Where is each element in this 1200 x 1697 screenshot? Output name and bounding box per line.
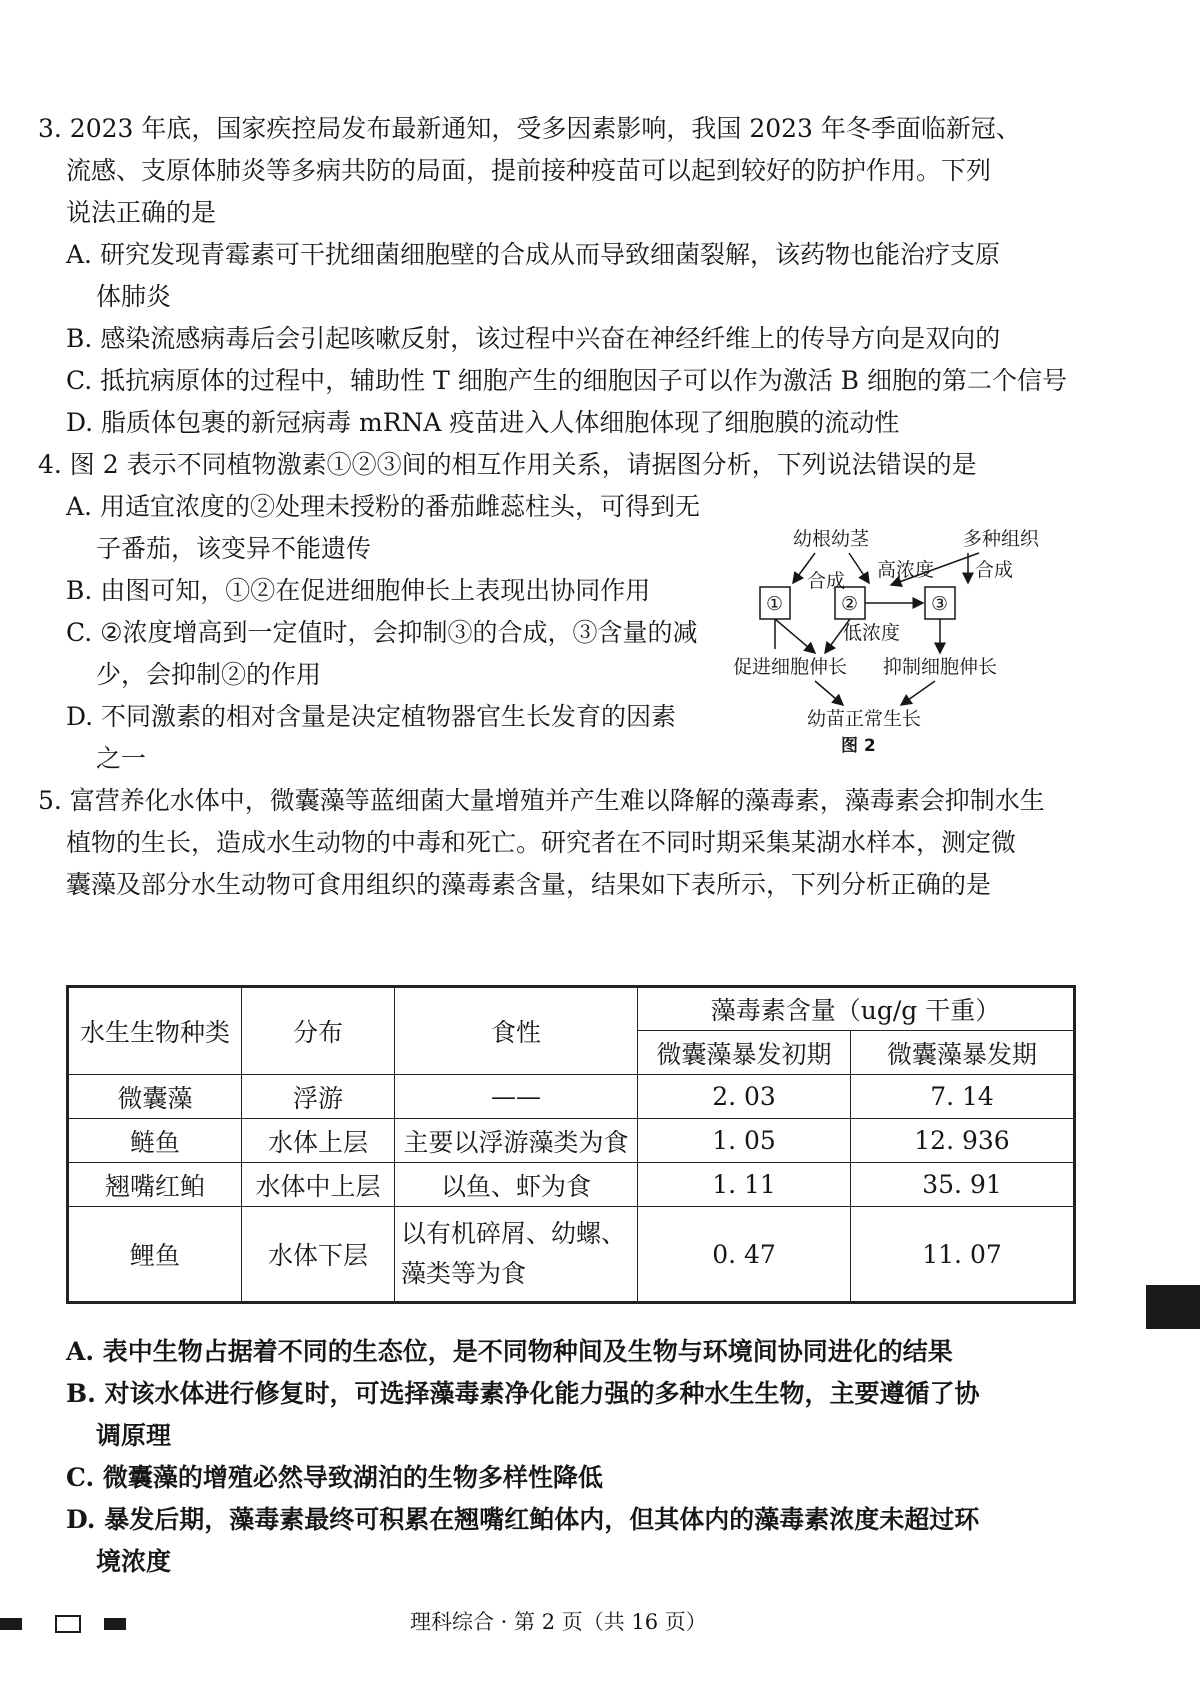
q5-option-a: A. 表中生物占据着不同的生态位，是不同物种间及生物与环境间协同进化的结果 bbox=[66, 1337, 953, 1366]
page-footer: 理科综合 · 第 2 页（共 16 页） bbox=[410, 1610, 707, 1634]
q5-option-d: D. 暴发后期，藻毒素最终可积累在翘嘴红鲌体内，但其体内的藻毒素浓度未超过环 bbox=[66, 1505, 980, 1534]
cell-distribution: 水体上层 bbox=[242, 1119, 395, 1163]
cell-early: 2. 03 bbox=[638, 1075, 851, 1119]
arrow-promote-to-growth bbox=[815, 681, 843, 705]
cell-early: 0. 47 bbox=[638, 1207, 851, 1303]
source-roots-stems-label: 幼根幼茎 bbox=[793, 528, 870, 550]
arrow-h1-to-promote bbox=[775, 619, 815, 653]
cell-bloom: 12. 936 bbox=[851, 1119, 1075, 1163]
q3-option-a-cont: 体肺炎 bbox=[96, 282, 172, 311]
q3-stem-line2: 流感、支原体肺炎等多病共防的局面，提前接种疫苗可以起到较好的防护作用。下列 bbox=[66, 156, 992, 185]
promote-elongation-label: 促进细胞伸长 bbox=[733, 656, 848, 678]
cell-diet bbox=[395, 1207, 638, 1303]
q3-stem-line3: 说法正确的是 bbox=[66, 198, 217, 227]
toxin-content-table bbox=[66, 985, 1076, 1304]
cell-distribution: 水体中上层 bbox=[242, 1163, 395, 1207]
q5-stem-line2: 植物的生长，造成水生动物的中毒和死亡。研究者在不同时期采集某湖水样本，测定微 bbox=[66, 828, 1017, 857]
synthesis-label-2: 合成 bbox=[975, 559, 1014, 581]
q5-option-b-cont: 调原理 bbox=[96, 1421, 172, 1450]
low-concentration-label: 低浓度 bbox=[843, 622, 901, 644]
arrow-inhibit-to-growth bbox=[901, 681, 935, 705]
normal-growth-label: 幼苗正常生长 bbox=[807, 708, 922, 730]
q5-option-b: B. 对该水体进行修复时，可选择藻毒素净化能力强的多种水生生物，主要遵循了协 bbox=[66, 1379, 980, 1408]
arrow-to-h2 bbox=[849, 553, 869, 583]
hormone-2-label: ② bbox=[841, 593, 859, 615]
cell-early: 1. 11 bbox=[638, 1163, 851, 1207]
cell-early: 1. 05 bbox=[638, 1119, 851, 1163]
q4-option-d-cont: 之一 bbox=[96, 744, 147, 773]
cell-bloom: 11. 07 bbox=[851, 1207, 1075, 1303]
cell-diet: —— bbox=[395, 1075, 638, 1119]
cell-distribution: 浮游 bbox=[242, 1075, 395, 1119]
header-early-bloom: 微囊藻暴发初期 bbox=[638, 1031, 851, 1075]
source-tissues-label: 多种组织 bbox=[963, 528, 1040, 550]
q3-option-c: C. 抵抗病原体的过程中，辅助性 T 细胞产生的细胞因子可以作为激活 B 细胞的第二个信号 bbox=[66, 366, 1067, 395]
q4-option-c: C. ②浓度增高到一定值时，会抑制③的合成，③含量的减 bbox=[66, 618, 698, 647]
header-bloom: 微囊藻暴发期 bbox=[851, 1031, 1075, 1075]
cell-diet: 主要以浮游藻类为食 bbox=[395, 1119, 638, 1163]
q5-option-c: C. 微囊藻的增殖必然导致湖泊的生物多样性降低 bbox=[66, 1463, 603, 1492]
table-row bbox=[68, 1207, 1075, 1303]
q5-stem-line3: 囊藻及部分水生动物可食用组织的藻毒素含量，结果如下表所示，下列分析正确的是 bbox=[66, 870, 992, 899]
hormone-3-label: ③ bbox=[931, 593, 949, 615]
table-row bbox=[68, 1163, 1075, 1207]
figure-caption: 图 2 bbox=[841, 736, 876, 756]
high-concentration-label: 高浓度 bbox=[877, 559, 935, 581]
table-row bbox=[68, 1119, 1075, 1163]
q3-option-b: B. 感染流感病毒后会引起咳嗽反射，该过程中兴奋在神经纤维上的传导方向是双向的 bbox=[66, 324, 1001, 353]
q4-option-a: A. 用适宜浓度的②处理未授粉的番茄雌蕊柱头，可得到无 bbox=[66, 492, 700, 521]
synthesis-label-1: 合成 bbox=[807, 570, 846, 592]
q3-option-a: A. 研究发现青霉素可干扰细菌细胞壁的合成从而导致细菌裂解，该药物也能治疗支原 bbox=[66, 240, 1000, 269]
side-margin-mark bbox=[1146, 1285, 1200, 1329]
footer-mark-right bbox=[104, 1618, 126, 1630]
q3-option-d: D. 脂质体包裹的新冠病毒 mRNA 疫苗进入人体细胞体现了细胞膜的流动性 bbox=[66, 408, 900, 437]
cell-diet: 以鱼、虾为食 bbox=[395, 1163, 638, 1207]
q4-option-c-cont: 少，会抑制②的作用 bbox=[96, 660, 322, 689]
footer-mark-left bbox=[0, 1618, 22, 1630]
cell-bloom: 35. 91 bbox=[851, 1163, 1075, 1207]
header-distribution: 分布 bbox=[242, 987, 395, 1075]
cell-species: 翘嘴红鲌 bbox=[68, 1163, 242, 1207]
inhibit-elongation-label: 抑制细胞伸长 bbox=[883, 656, 998, 678]
q3-stem-line1: 3. 2023 年底，国家疾控局发布最新通知，受多因素影响，我国 2023 年冬季面临新冠、 bbox=[38, 114, 1021, 143]
q4-stem: 4. 图 2 表示不同植物激素①②③间的相互作用关系，请据图分析，下列说法错误的是 bbox=[38, 450, 977, 479]
table-row bbox=[68, 1075, 1075, 1119]
q4-option-a-cont: 子番茄，该变异不能遗传 bbox=[96, 534, 372, 563]
cell-species: 鲢鱼 bbox=[68, 1119, 242, 1163]
cell-diet-line2: 藻类等为食 bbox=[401, 1259, 527, 1288]
header-diet: 食性 bbox=[395, 987, 638, 1075]
q5-option-d-cont: 境浓度 bbox=[96, 1547, 172, 1576]
cell-distribution: 水体下层 bbox=[242, 1207, 395, 1303]
footer-mark-box bbox=[55, 1615, 81, 1633]
q4-option-b: B. 由图可知，①②在促进细胞伸长上表现出协同作用 bbox=[66, 576, 651, 605]
cell-bloom: 7. 14 bbox=[851, 1075, 1075, 1119]
q5-stem-line1: 5. 富营养化水体中，微囊藻等蓝细菌大量增殖并产生难以降解的藻毒素，藻毒素会抑制水生 bbox=[38, 786, 1045, 815]
header-species: 水生生物种类 bbox=[68, 987, 242, 1075]
cell-species: 鲤鱼 bbox=[68, 1207, 242, 1303]
hormone-interaction-diagram bbox=[733, 525, 1105, 795]
table-header-row bbox=[68, 987, 1075, 1031]
cell-diet-line1: 以有机碎屑、幼螺、 bbox=[401, 1219, 627, 1248]
header-toxin-content: 藻毒素含量（ug/g 干重） bbox=[638, 987, 1075, 1031]
q4-option-d: D. 不同激素的相对含量是决定植物器官生长发育的因素 bbox=[66, 702, 677, 731]
hormone-1-label: ① bbox=[766, 593, 784, 615]
cell-species: 微囊藻 bbox=[68, 1075, 242, 1119]
